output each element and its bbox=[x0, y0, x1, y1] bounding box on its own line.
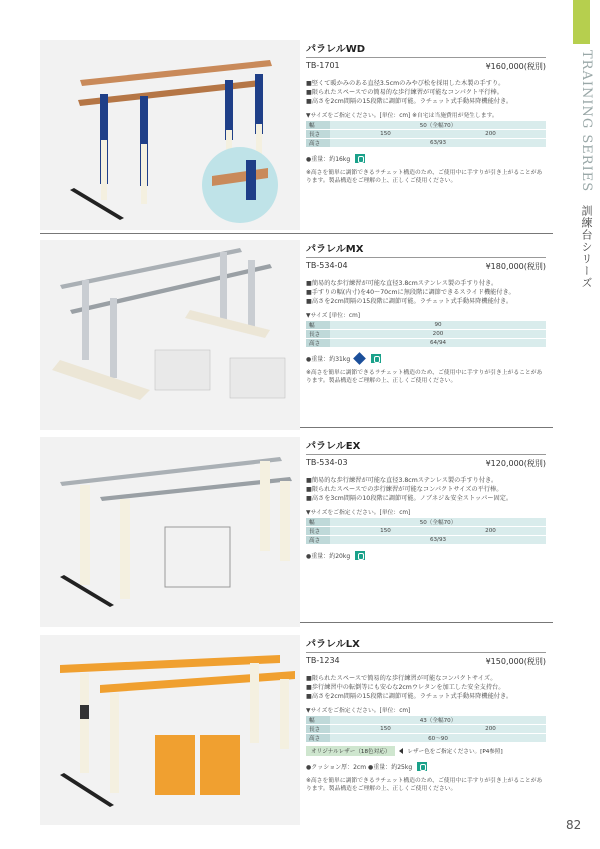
spec-row-height bbox=[306, 139, 546, 148]
caution-note: ※高さを簡単に調節できるラチェット構造のため、ご使用中に手すりが引き上がることがあります。製品構造をご理解の上、正しくご使用ください。 bbox=[306, 170, 543, 184]
spec-value: 90 bbox=[330, 321, 546, 330]
spec-value: 50（全幅70） bbox=[330, 121, 546, 130]
spec-value: 63/93 bbox=[330, 536, 546, 545]
product-name: パラレルMX bbox=[306, 240, 546, 258]
feature-list bbox=[306, 279, 546, 306]
spec-value: 50（全幅70） bbox=[330, 518, 546, 527]
spec-value: 200 bbox=[330, 330, 546, 339]
spec-row-width bbox=[306, 121, 546, 130]
caution-note: ※高さを簡単に調節できるラチェット構造のため、ご使用中に手すりが引き上がることがあります。製品構造をご理解の上、正しくご使用ください。 bbox=[306, 370, 543, 384]
spec-value bbox=[330, 130, 546, 139]
spec-row-width bbox=[306, 716, 546, 725]
adjustable-icon bbox=[353, 352, 366, 365]
product-section-mx bbox=[40, 240, 550, 440]
feature-item: ■簡易的な歩行練習が可能な直径3.8cmステンレス製の手すり付き。 bbox=[306, 280, 498, 287]
leather-note: レザー色をご指定ください。[P4参照] bbox=[407, 749, 503, 755]
product-price: ¥150,000(税別) bbox=[485, 657, 546, 666]
weight: ●重量：約16kg bbox=[306, 156, 351, 163]
product-name: パラレルWD bbox=[306, 40, 546, 58]
product-photo-lx bbox=[40, 635, 300, 825]
product-info-wd bbox=[306, 40, 546, 185]
series-title-jp: 訓練台シリーズ bbox=[580, 205, 593, 290]
spec-label: 長さ bbox=[306, 725, 330, 734]
spec-row-height bbox=[306, 536, 546, 545]
spec-row-length bbox=[306, 527, 546, 536]
series-title-en: TRAINING SERIES bbox=[579, 50, 594, 193]
size-note: ▼サイズをご指定ください。[単位：cm] ※自宅は当施費用が発生します。 bbox=[306, 113, 498, 119]
length-option: 150 bbox=[380, 131, 391, 137]
spec-value: 63/93 bbox=[330, 139, 546, 148]
weight: ●クッション厚：2cm ●重量：約25kg bbox=[306, 764, 413, 771]
product-code: TB-534-04 bbox=[306, 261, 348, 270]
spec-table bbox=[306, 716, 546, 743]
product-info-ex bbox=[306, 437, 546, 560]
product-info-lx bbox=[306, 635, 546, 793]
product-section-ex bbox=[40, 437, 550, 637]
product-price: ¥180,000(税別) bbox=[485, 262, 546, 271]
leather-label: オリジナルレザー（18色対応） bbox=[306, 746, 395, 756]
code-price-row bbox=[306, 458, 546, 469]
caution-note: ※高さを簡単に調節できるラチェット構造のため、ご使用中に手すりが引き上がることがあります。製品構造をご理解の上、正しくご使用ください。 bbox=[306, 778, 543, 792]
weight-row bbox=[306, 762, 546, 771]
spec-label: 長さ bbox=[306, 130, 330, 139]
arrow-left-icon bbox=[399, 748, 403, 754]
spec-label: 幅 bbox=[306, 716, 330, 725]
weight: ●重量：約20kg bbox=[306, 553, 351, 560]
feature-item: ■簡易的な歩行練習が可能な直径3.8cmステンレス製の手すり付き。 bbox=[306, 477, 498, 484]
spec-label: 高さ bbox=[306, 339, 330, 348]
product-code: TB-534-03 bbox=[306, 458, 348, 467]
size-note: ▼サイズ [単位：cm] bbox=[306, 313, 360, 319]
wheelchair-icon bbox=[371, 354, 381, 363]
spec-row-length bbox=[306, 130, 546, 139]
product-info-mx bbox=[306, 240, 546, 385]
length-option: 150 bbox=[380, 726, 391, 732]
size-note: ▼サイズをご指定ください。[単位：cm] bbox=[306, 510, 411, 516]
product-photo-ex bbox=[40, 437, 300, 627]
product-name: パラレルLX bbox=[306, 635, 546, 653]
feature-list bbox=[306, 476, 546, 503]
spec-value bbox=[330, 527, 546, 536]
spec-row-length bbox=[306, 330, 546, 339]
feature-item: ■高さを2cm間隔の15段階に調節可能。ラチェット式手動昇降機能付き。 bbox=[306, 98, 513, 105]
feature-item: ■手すりの幅(内寸)を40～70cmに無段階に調節できるスライド機能付き。 bbox=[306, 289, 515, 296]
series-title bbox=[568, 50, 594, 290]
weight-row bbox=[306, 354, 546, 363]
feature-item: ■限られたスペースでの歩行練習が可能なコンパクトサイズの平行棒。 bbox=[306, 486, 503, 493]
feature-item: ■歩行練習中の転倒等にも安心な2cmウレタンを加工した安全支持台。 bbox=[306, 684, 505, 691]
spec-label: 長さ bbox=[306, 527, 330, 536]
spec-label: 長さ bbox=[306, 330, 330, 339]
spec-row-width bbox=[306, 321, 546, 330]
length-option: 200 bbox=[485, 528, 496, 534]
length-option: 150 bbox=[380, 528, 391, 534]
spec-label: 幅 bbox=[306, 321, 330, 330]
product-price: ¥120,000(税別) bbox=[485, 459, 546, 468]
spec-value: 60～90 bbox=[330, 734, 546, 743]
length-option: 200 bbox=[485, 726, 496, 732]
spec-table bbox=[306, 321, 546, 348]
feature-item: ■高さを2cm間隔の15段階に調節可能。ラチェット式手動昇降機能付き。 bbox=[306, 298, 513, 305]
length-option: 200 bbox=[485, 131, 496, 137]
wheelchair-icon bbox=[417, 762, 427, 771]
spec-label: 幅 bbox=[306, 518, 330, 527]
spec-row-height bbox=[306, 734, 546, 743]
spec-value bbox=[330, 725, 546, 734]
feature-list bbox=[306, 79, 546, 106]
feature-item: ■堅くて暖かみのある直径3.5cmのみやび松を採用した木製の手すり。 bbox=[306, 80, 505, 87]
feature-item: ■限られたスペースでの簡易的な歩行練習が可能なコンパクト平行棒。 bbox=[306, 89, 503, 96]
feature-item: ■高さを2cm間隔の15段階に調節可能。ラチェット式手動昇降機能付き。 bbox=[306, 693, 513, 700]
page-number: 82 bbox=[566, 818, 582, 832]
spec-label: 高さ bbox=[306, 536, 330, 545]
wheelchair-icon bbox=[355, 551, 365, 560]
spec-row-width bbox=[306, 518, 546, 527]
spec-row-length bbox=[306, 725, 546, 734]
spec-table bbox=[306, 121, 546, 148]
sidebar-accent-bar bbox=[573, 0, 590, 44]
product-photo-mx bbox=[40, 240, 300, 430]
weight-row bbox=[306, 154, 546, 163]
feature-list bbox=[306, 674, 546, 701]
spec-value: 64/94 bbox=[330, 339, 546, 348]
product-name: パラレルEX bbox=[306, 437, 546, 455]
spec-row-height bbox=[306, 339, 546, 348]
code-price-row bbox=[306, 61, 546, 72]
weight-row bbox=[306, 551, 546, 560]
product-section-wd bbox=[40, 40, 550, 240]
product-code: TB-1234 bbox=[306, 656, 340, 665]
size-note: ▼サイズをご指定ください。[単位：cm] bbox=[306, 708, 411, 714]
product-photo-wd bbox=[40, 40, 300, 230]
product-section-lx bbox=[40, 635, 550, 835]
feature-item: ■高さを3cm間隔の10段階に調節可能。ノブネジ＆安全ストッパー固定。 bbox=[306, 495, 513, 502]
weight: ●重量：約31kg bbox=[306, 356, 351, 363]
wheelchair-icon bbox=[355, 154, 365, 163]
code-price-row bbox=[306, 656, 546, 667]
spec-label: 高さ bbox=[306, 734, 330, 743]
product-code: TB-1701 bbox=[306, 61, 340, 70]
spec-table bbox=[306, 518, 546, 545]
code-price-row bbox=[306, 261, 546, 272]
product-price: ¥160,000(税別) bbox=[485, 62, 546, 71]
leather-row bbox=[306, 746, 546, 756]
spec-label: 幅 bbox=[306, 121, 330, 130]
spec-label: 高さ bbox=[306, 139, 330, 148]
feature-item: ■限られたスペースで簡易的な歩行練習が可能なコンパクトサイズ。 bbox=[306, 675, 497, 682]
spec-value: 43（全幅70） bbox=[330, 716, 546, 725]
